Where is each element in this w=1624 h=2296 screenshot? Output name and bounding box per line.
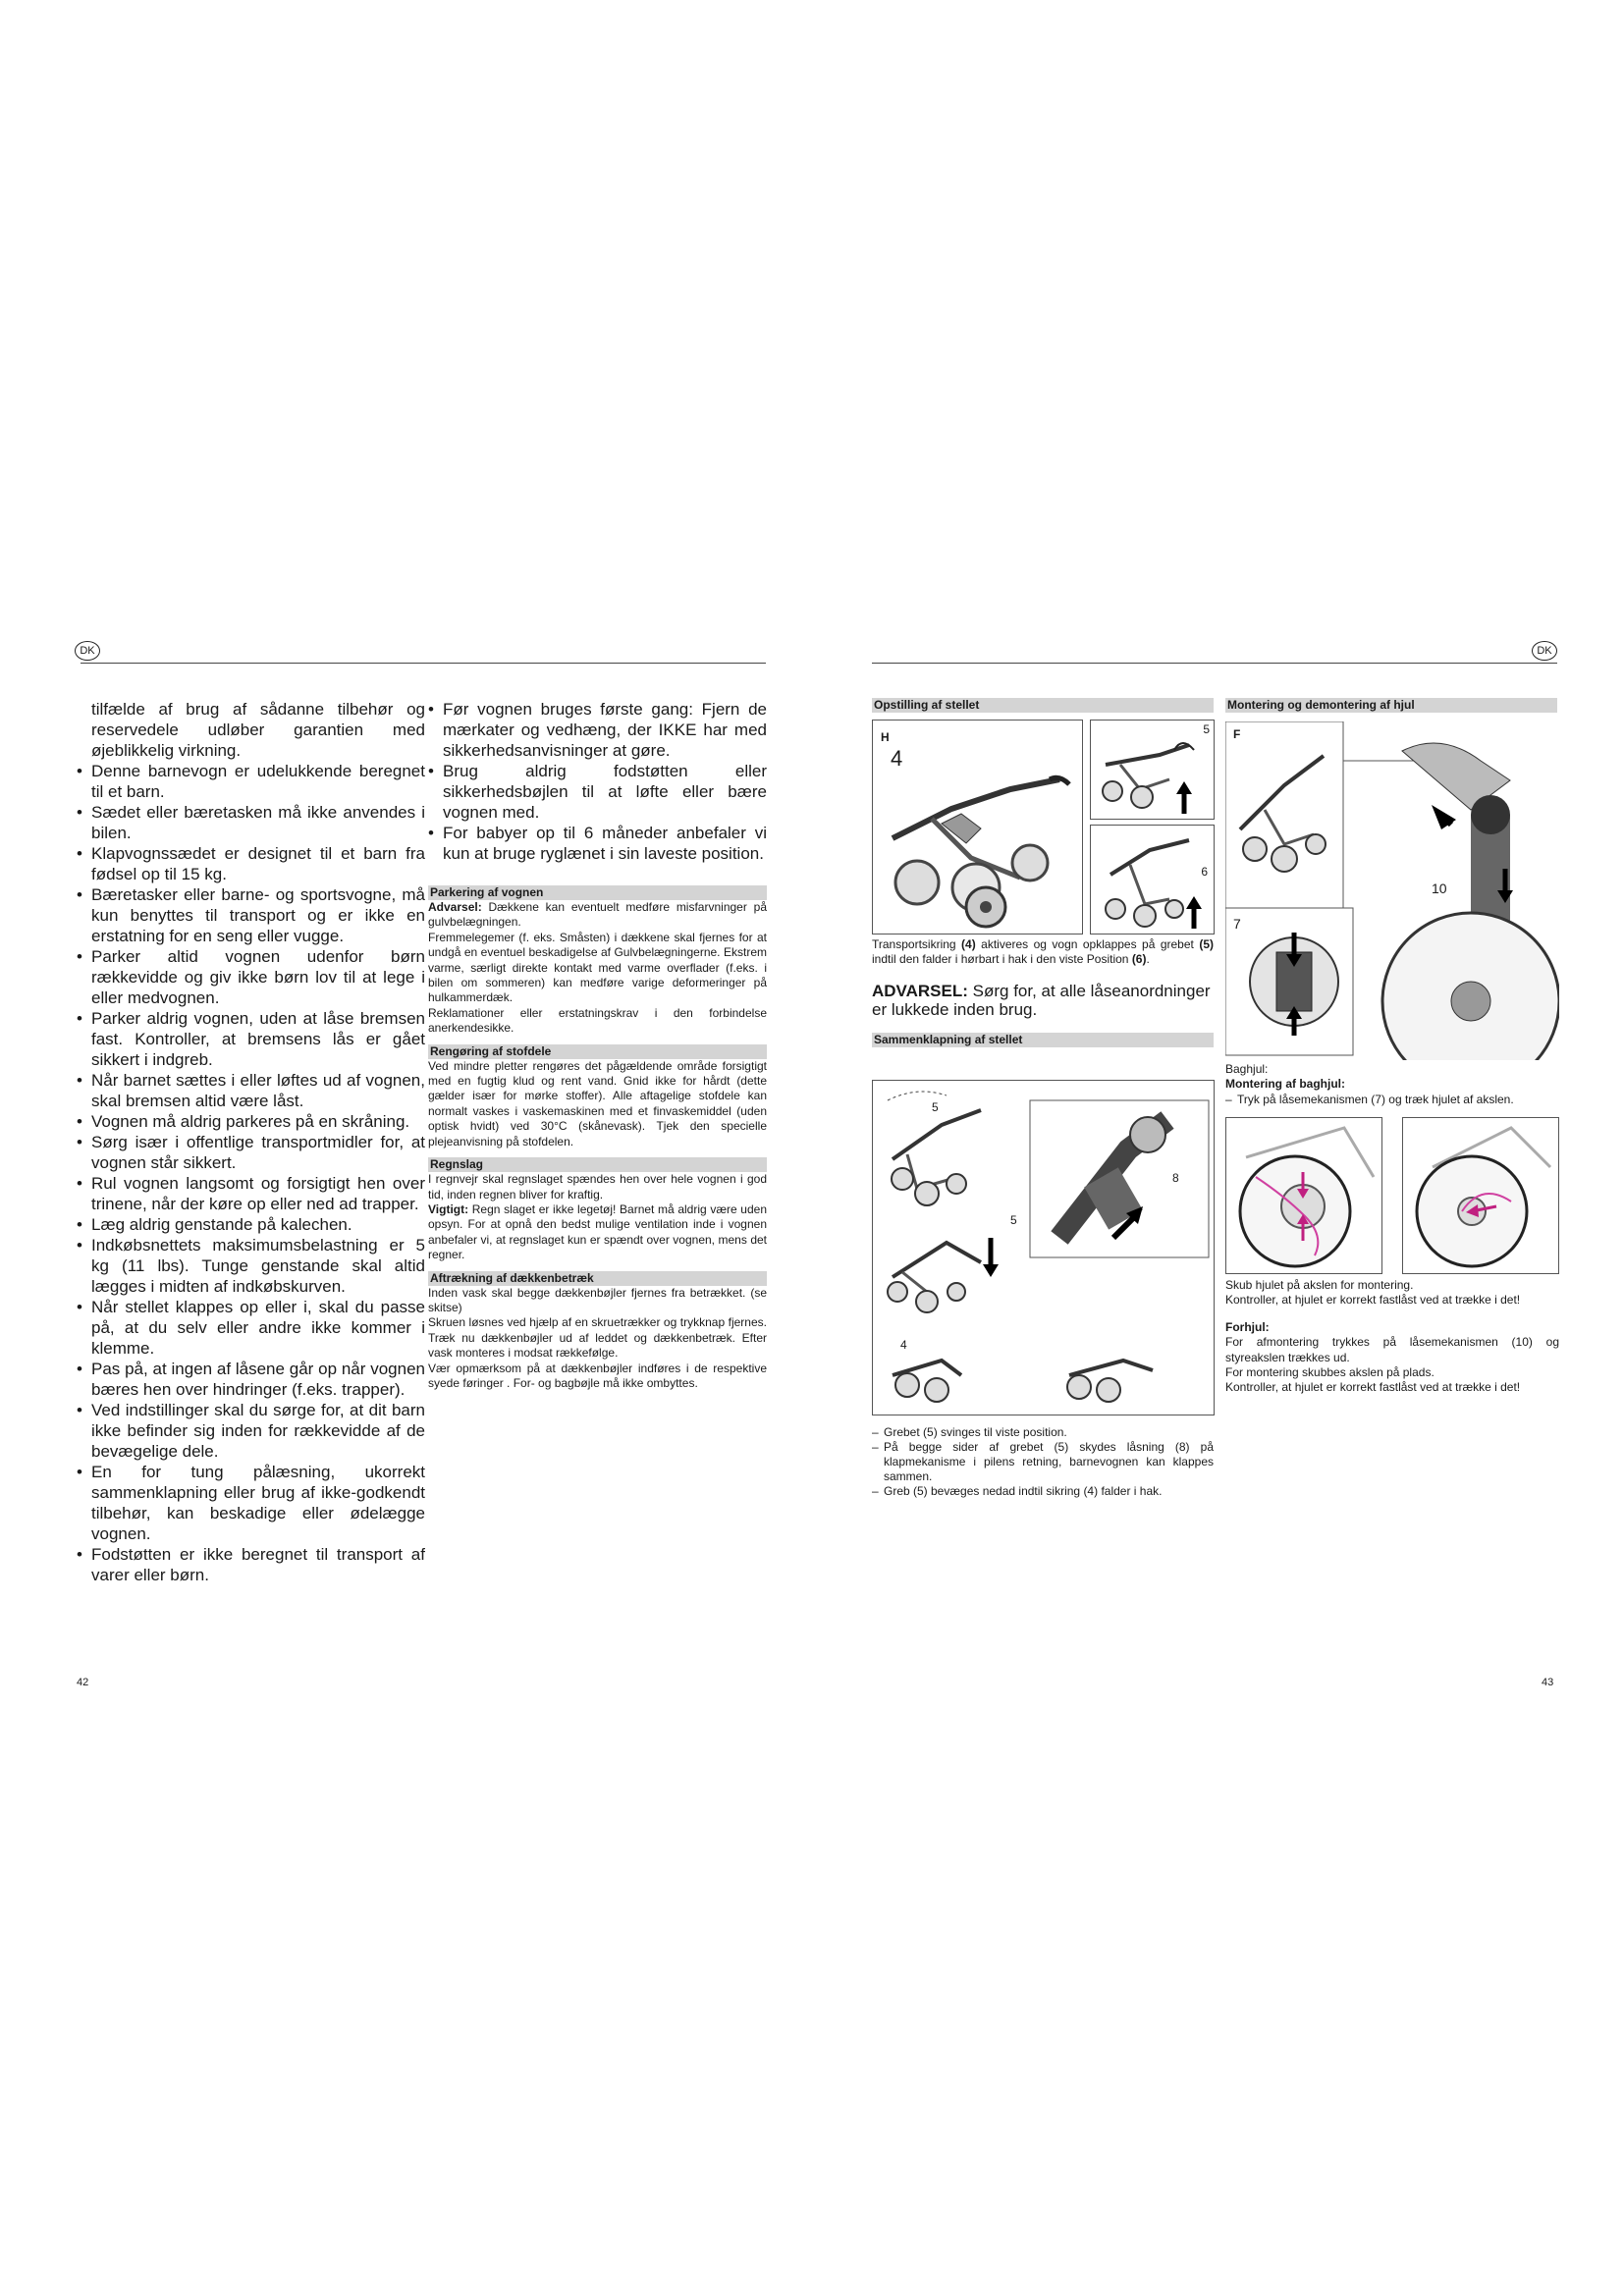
callout-number: 7: [1233, 916, 1241, 932]
stroller-illustration: [873, 721, 1082, 934]
rengoring-text: Ved mindre pletter rengøres det pågældende område forsigtigt med en fugtig klud og rent vand. Gnid ikke for hårdt (dette gælder især for mørke stoffer). Alle aftagelige stofdele kan normalt vaskes i vaskemaskinen med et finvaskemiddel (uden optisk hvidt) ved 30°C (skånevask). Tjek den specielle plejeanvisning på stofdelen.: [428, 1058, 767, 1148]
bullet-item: • Fodstøtten er ikke beregnet til transport af varer eller børn.: [77, 1544, 425, 1585]
hjul-text: Kontroller, at hjulet er korrekt fastlåst ved at trække i det!: [1225, 1380, 1521, 1395]
figure-folding-steps: [872, 1080, 1215, 1415]
aftraek-text: Inden vask skal begge dækkenbøjler fjernes fra betrækket. (se skitse): [428, 1285, 767, 1314]
wheel-illustration: [1225, 721, 1559, 1060]
parkering-text: Fremmelegemer (f. eks. Småsten) i dækkene skal fjernes for at undgå en eventuel beskadigelse af Gulvbelægningerne. Ekstrem varme, særligt direkte kontakt med varme overflader (f.eks. i bilen om sommeren) kan medføre varige deformeringer på hulkammerdæk.: [428, 930, 767, 1005]
callout-number: 8: [1172, 1171, 1179, 1185]
parkering-text: Reklamationer eller erstatningskrav i den forbindelse anerkendesikke.: [428, 1005, 767, 1036]
forhjul-heading: Forhjul:: [1225, 1319, 1270, 1334]
callout-number: 5: [1010, 1213, 1017, 1227]
bullet-item: • Pas på, at ingen af låsene går op når vognen bæres hen over hindringer (f.eks. trapper).: [77, 1359, 425, 1400]
figure-label: F: [1233, 727, 1241, 741]
bullet-item: • Brug aldrig fodstøtten eller sikkerhedsbøjlen til at løfte eller bære vognen med.: [428, 761, 767, 823]
section-heading-aftraek: Aftrækning af dækkenbetræk: [428, 1271, 767, 1286]
stroller-illustration: [873, 1081, 1214, 1415]
stroller-illustration: [1091, 826, 1214, 934]
opstilling-text: Transportsikring (4) aktiveres og vogn opklappes på grebet (5) indtil den falder i hørbart i hak i den viste Position (6).: [872, 937, 1214, 967]
bullet-item: • Klapvognssædet er designet til et barn fra fødsel op til 15 kg.: [77, 843, 425, 884]
bullet-item: • Parker aldrig vognen, uden at låse bremsen fast. Kontroller, at bremsens lås er gået sikkert i indgreb.: [77, 1008, 425, 1070]
bullet-item: • Parker altid vognen udenfor børn rækkevidde og giv ikke børn lov til at lege i eller medvognen.: [77, 946, 425, 1008]
stroller-illustration: [1091, 721, 1214, 819]
bullet-item: • Rul vognen langsomt og forsigtigt hen over trinene, når der køre op eller ned ad trapper.: [77, 1173, 425, 1214]
page-number-left: 42: [77, 1677, 89, 1688]
hjul-text: Kontroller, at hjulet er korrekt fastlåst ved at trække i det!: [1225, 1293, 1521, 1308]
montering-baghjul-heading: Montering af baghjul:: [1225, 1077, 1345, 1092]
section-heading-sammenklapning: Sammenklapning af stellet: [872, 1033, 1214, 1047]
bullet-item: • Før vognen bruges første gang: Fjern de mærkater og vedhæng, der IKKE har med sikkerhedsanvisninger at gøre.: [428, 699, 767, 761]
callout-number: 4: [891, 746, 903, 771]
figure-wheel-detail-1: [1225, 1117, 1382, 1274]
language-badge-left: DK: [75, 641, 100, 661]
section-heading-hjul: Montering og demontering af hjul: [1225, 698, 1557, 713]
bullet-item: • En for tung pålæsning, ukorrekt sammenklapning eller brug af ikke-godkendt tilbehør, kan beskadige eller ødelægge vognen.: [77, 1462, 425, 1544]
regnslag-important: Vigtigt: Regn slaget er ikke legetøj! Barnet må aldrig være uden opsyn. For at opnå den bedst mulige ventilation inde i vognen anbefaler vi, at regnslaget kun er spændt over vognen, mens det regner.: [428, 1201, 767, 1262]
sammenklapning-steps: [872, 1425, 1214, 1499]
figure-label: H: [881, 730, 890, 744]
language-badge-right: DK: [1532, 641, 1557, 661]
callout-number: 5: [1203, 722, 1210, 736]
aftraek-text: Vær opmærksom på at dækkenbøjler indføres i de respektive syede føringer . For- og bagbøjle må ikke ombyttes.: [428, 1361, 767, 1390]
bullet-item: • Sædet eller bæretasken må ikke anvendes i bilen.: [77, 802, 425, 843]
parkering-warning: Advarsel: Dækkene kan eventuelt medføre misfarvninger på gulvbelægningen.: [428, 900, 767, 930]
bullet-item: • Vognen må aldrig parkeres på en skråning.: [77, 1111, 425, 1132]
section-heading-parkering: Parkering af vognen: [428, 885, 767, 900]
bullet-item: • Indkøbsnettets maksimumsbelastning er 5 kg (11 lbs). Tunge genstande skal altid lægges i midten af indkøbskurven.: [77, 1235, 425, 1297]
baghjul-label: Baghjul:: [1225, 1062, 1269, 1076]
aftraek-text: Skruen løsnes ved hjælp af en skruetrækker og trykknap fjernes. Træk nu dækkenbøjler ud af leddet og dækkenbetræk. Efter vask monteres i modsat rækkefølge.: [428, 1315, 767, 1361]
figure-wheel-detail-2: [1402, 1117, 1559, 1274]
section-heading-regnslag: Regnslag: [428, 1157, 767, 1172]
figure-6-locked: [1090, 825, 1215, 934]
intro-paragraph: tilfælde af brug af sådanne tilbehør og reservedele udløber garantien med øjeblikkelig virkning.: [91, 700, 425, 760]
page-number-right: 43: [1542, 1677, 1554, 1688]
regnslag-text: I regnvejr skal regnslaget spændes hen over hele vognen i god tid, inden regnen bliver for kraftig.: [428, 1172, 767, 1201]
left-col-1: [77, 699, 425, 1585]
step-item: – Greb (5) bevæges nedad indtil sikring (4) falder i hak.: [872, 1484, 1214, 1499]
section-heading-rengoring: Rengøring af stofdele: [428, 1044, 767, 1059]
opstilling-text-block: [872, 937, 1214, 1047]
right-col-a: [872, 698, 1214, 713]
header-rule-left: [81, 663, 766, 664]
bullet-item: • Når barnet sættes i eller løftes ud af vognen, skal bremsen altid være låst.: [77, 1070, 425, 1111]
callout-number: 6: [1201, 865, 1208, 879]
bullet-item: • Ved indstillinger skal du sørge for, at dit barn ikke befinder sig inden for rækkevidde af de bevægelige dele.: [77, 1400, 425, 1462]
callout-number: 5: [932, 1100, 939, 1114]
bullet-item: • Sørg især i offentlige transportmidler for, at vognen står sikkert.: [77, 1132, 425, 1173]
step-item: – Tryk på låsemekanismen (7) og træk hjulet af akslen.: [1225, 1093, 1559, 1107]
hjul-text-block: [1225, 1278, 1559, 1396]
header-rule-right: [872, 663, 1557, 664]
section-heading-opstilling: Opstilling af stellet: [872, 698, 1214, 713]
figure-f-wheels: [1225, 721, 1559, 1060]
callout-number: 4: [900, 1338, 907, 1352]
bullet-item: • Denne barnevogn er udelukkende beregnet til et barn.: [77, 761, 425, 802]
callout-number: 10: [1432, 881, 1447, 896]
hjul-text: Skub hjulet på akslen for montering.: [1225, 1278, 1414, 1292]
step-item: – På begge sider af grebet (5) skydes låsning (8) på klapmekanisme i pilens retning, barnevognen kan klappes sammen.: [872, 1440, 1214, 1484]
figure-h-stroller-setup: [872, 720, 1083, 934]
wheel-illustration: [1226, 1118, 1381, 1273]
bullet-item: • Læg aldrig genstande på kalechen.: [77, 1214, 425, 1235]
hjul-text: For afmontering trykkes på låsemekanismen (10) og styreakslen trækkes ud.: [1225, 1335, 1559, 1364]
figure-5-unfold: [1090, 720, 1215, 820]
bullet-item: • For babyer op til 6 måneder anbefaler vi kun at bruge ryglænet i sin laveste position.: [428, 823, 767, 864]
wheel-illustration: [1403, 1118, 1558, 1273]
right-col-b: [1225, 698, 1557, 713]
left-col-2: [428, 699, 767, 1391]
hjul-text: For montering skubbes akslen på plads.: [1225, 1365, 1435, 1380]
advarsel-warning: ADVARSEL: Sørg for, at alle låseanordninger er lukkede inden brug.: [872, 981, 1211, 1019]
bullet-item: • Bæretasker eller barne- og sportsvogne, må kun benyttes til transport og er ikke en erstatning for en seng eller vugge.: [77, 884, 425, 946]
baghjul-text: [1225, 1062, 1559, 1107]
step-item: – Grebet (5) svinges til viste position.: [872, 1425, 1214, 1440]
bullet-item: • Når stellet klappes op eller i, skal du passe på, at du selv eller andre ikke kommer i klemme.: [77, 1297, 425, 1359]
